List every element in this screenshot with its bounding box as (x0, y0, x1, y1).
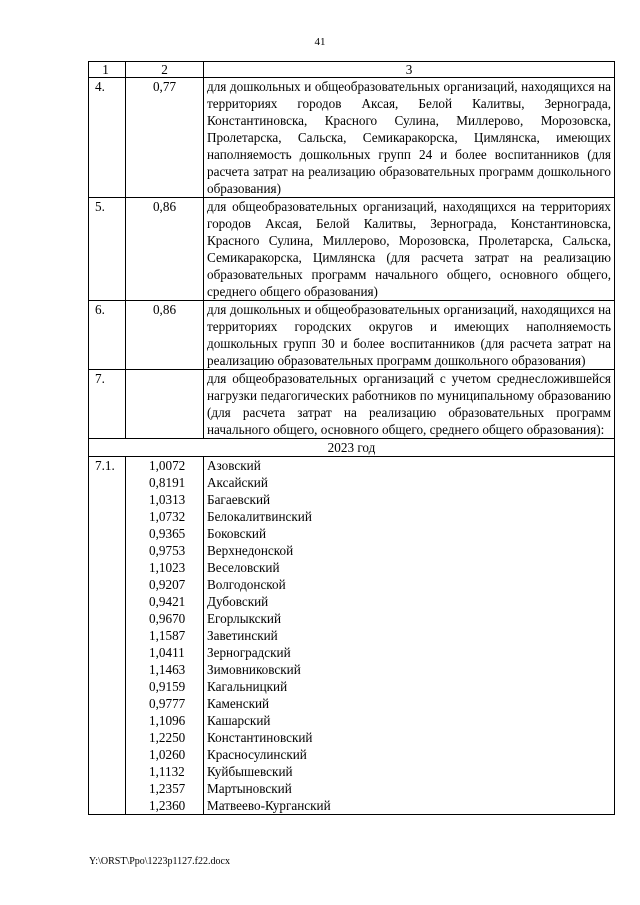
row-number: 5. (89, 198, 126, 301)
coefficient-value: 0,9753 (149, 543, 186, 558)
municipality-name: Кагальницкий (207, 679, 288, 694)
row-value (126, 370, 204, 439)
section-number: 7.1. (89, 457, 126, 815)
coefficient-value: 0,9670 (149, 611, 186, 626)
municipality-name: Кашарский (207, 713, 271, 728)
table-row (89, 198, 615, 301)
row-number: 4. (89, 78, 126, 198)
coefficient-value: 1,2250 (149, 730, 186, 745)
municipality-name: Зимовниковский (207, 662, 301, 677)
row-value: 0,86 (126, 198, 204, 301)
municipality-name: Каменский (207, 696, 270, 711)
municipality-name: Константиновский (207, 730, 313, 745)
municipality-name: Дубовский (207, 594, 269, 609)
municipality-name: Азовский (207, 458, 261, 473)
coefficient-value: 1,0260 (149, 747, 186, 762)
coefficient-value: 1,1132 (149, 764, 185, 779)
municipality-name: Красносулинский (207, 747, 307, 762)
coefficient-value: 0,8191 (149, 475, 186, 490)
coefficient-value: 0,9777 (149, 696, 186, 711)
coefficient-value: 1,2360 (149, 798, 186, 813)
coefficient-value: 0,9159 (149, 679, 186, 694)
municipality-name: Куйбышевский (207, 764, 293, 779)
row-text: для общеобразовательных организаций с учетом среднесложившейся нагрузки педагогических работников по муниципальному образованию (для расчета затрат на реализацию образовательных программ начального общего, основного общего, среднего общего образования): (204, 370, 615, 439)
municipality-name: Белокалитвинский (207, 509, 312, 524)
municipality-name: Волгодонской (207, 577, 286, 592)
year-header-row (89, 439, 615, 457)
coefficient-value: 1,1463 (149, 662, 186, 677)
municipality-names (204, 457, 615, 815)
row-number: 7. (89, 370, 126, 439)
header-col-3: 3 (204, 62, 615, 78)
coefficient-values (126, 457, 204, 815)
municipality-section-row (89, 457, 615, 815)
municipality-name: Заветинский (207, 628, 278, 643)
municipality-name: Зерноградский (207, 645, 291, 660)
table-header-row (89, 62, 615, 78)
coefficient-value: 1,0732 (149, 509, 186, 524)
coefficient-value: 0,9365 (149, 526, 186, 541)
coefficient-value: 1,0313 (149, 492, 186, 507)
row-number: 6. (89, 301, 126, 370)
row-text: для дошкольных и общеобразовательных организаций, находящихся на территориях городских округов и имеющих наполняемость дошкольных групп 30 и более воспитанников (для расчета затрат на реализацию образовательных программ дошкольного образования) (204, 301, 615, 370)
coefficient-value: 0,9207 (149, 577, 186, 592)
coefficient-value: 0,9421 (149, 594, 186, 609)
table-row (89, 301, 615, 370)
coefficient-value: 1,0411 (149, 645, 185, 660)
row-text: для дошкольных и общеобразовательных организаций, находящихся на территориях городов Аксая, Белой Калитвы, Зернограда, Константиновска, Красного Сулина, Миллерово, Морозовска, Пролетарска, Сальска, Семикаракорска, Цимлянска, имеющих наполняемость дошкольных групп 24 и более воспитанников (для расчета затрат на реализацию образовательных программ дошкольного образования) (204, 78, 615, 198)
coefficient-value: 1,1023 (149, 560, 186, 575)
municipality-name: Веселовский (207, 560, 280, 575)
row-value: 0,77 (126, 78, 204, 198)
municipality-name: Аксайский (207, 475, 268, 490)
row-text: для общеобразовательных организаций, находящихся на территориях городов Аксая, Белой Калитвы, Зернограда, Константиновска, Красного Сулина, Миллерово, Морозовска, Пролетарска, Сальска, Семикаракорска, Цимлянска (для расчета затрат на реализацию образовательных программ начального общего, основного общего, среднего общего образования) (204, 198, 615, 301)
coefficients-table (88, 61, 615, 815)
row-value: 0,86 (126, 301, 204, 370)
municipality-name: Боковский (207, 526, 267, 541)
municipality-name: Матвеево-Курганский (207, 798, 331, 813)
coefficient-value: 1,2357 (149, 781, 186, 796)
table-row (89, 370, 615, 439)
header-col-1: 1 (89, 62, 126, 78)
file-path-footer: Y:\ORST\Ppo\1223p1127.f22.docx (89, 856, 230, 867)
municipality-name: Егорлыкский (207, 611, 282, 626)
municipality-name: Мартыновский (207, 781, 292, 796)
coefficient-value: 1,0072 (149, 458, 186, 473)
table-row (89, 78, 615, 198)
municipality-name: Верхнедонской (207, 543, 294, 558)
page-number: 41 (314, 36, 326, 48)
header-col-2: 2 (126, 62, 204, 78)
year-header: 2023 год (89, 439, 615, 457)
municipality-name: Багаевский (207, 492, 271, 507)
coefficient-value: 1,1096 (149, 713, 186, 728)
coefficient-value: 1,1587 (149, 628, 186, 643)
